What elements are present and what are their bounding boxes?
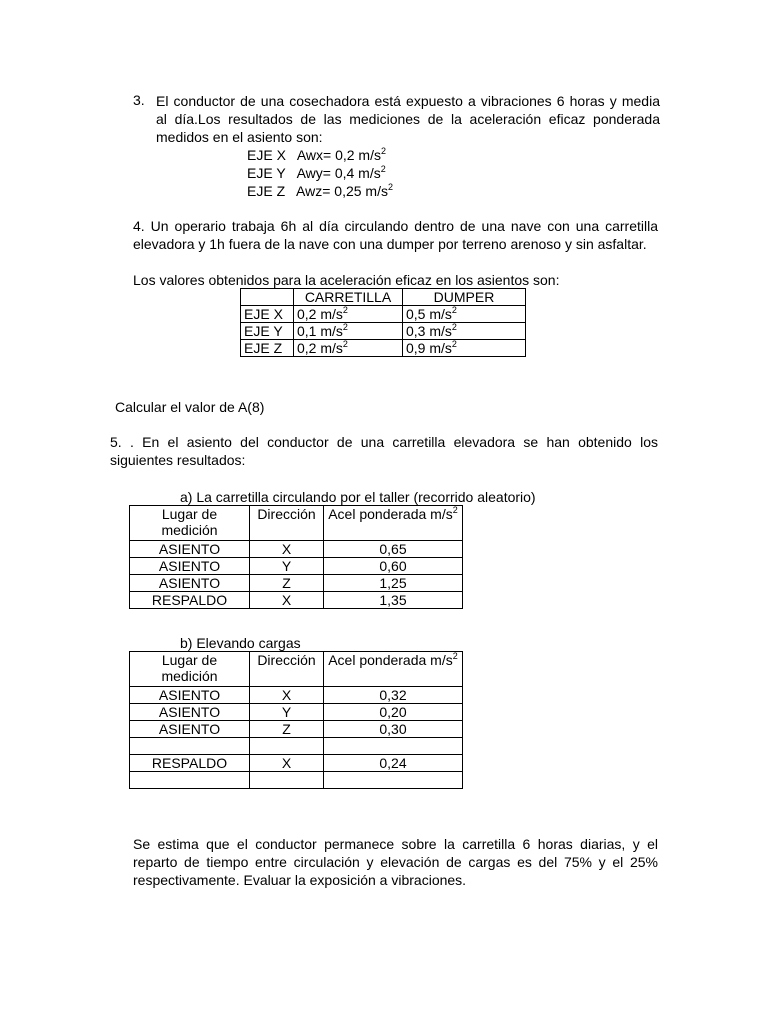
- axis-cell: EJE Z: [241, 340, 294, 357]
- value-cell: 0,60: [324, 558, 463, 575]
- q4-intro: Los valores obtenidos para la aceleración eficaz en los asientos son:: [133, 272, 560, 288]
- carretilla-value: 0,1 m/s: [297, 323, 343, 339]
- place-cell: ASIENTO: [130, 704, 250, 721]
- table-row: [130, 755, 463, 772]
- empty-cell: [324, 738, 463, 755]
- value-cell: 0,32: [324, 687, 463, 704]
- table-header-row: [130, 506, 463, 541]
- header-acceleration: [324, 652, 463, 687]
- q4-text: 4. Un operario trabaja 6h al día circulando dentro de una nave con una carretilla elevadora y 1h fuera de la nave con una dumper por terreno arenoso y sin asfaltar.: [133, 218, 658, 252]
- table-header-row: [130, 652, 463, 687]
- value-cell: 0,20: [324, 704, 463, 721]
- q5-table-a: [129, 505, 463, 609]
- table-row: [130, 704, 463, 721]
- exponent: 2: [451, 339, 457, 349]
- exponent: 2: [380, 164, 386, 174]
- axis-cell: EJE Y: [241, 323, 294, 340]
- q4-vibration-table: [240, 288, 526, 357]
- q5-section-b-title: b) Elevando cargas: [180, 635, 301, 651]
- header-acceleration-label: Acel ponderada m/s: [328, 506, 453, 522]
- table-row: [130, 721, 463, 738]
- exponent: 2: [452, 505, 458, 515]
- q3-axis-z: [247, 182, 393, 200]
- carretilla-cell: [294, 323, 403, 340]
- q3-number: 3.: [133, 92, 145, 108]
- table-row: [241, 340, 526, 357]
- q3-axis-y: [247, 164, 386, 182]
- exponent: 2: [342, 305, 348, 315]
- direction-cell: X: [250, 755, 324, 772]
- carretilla-cell: [294, 306, 403, 323]
- place-cell: ASIENTO: [130, 558, 250, 575]
- q3-text: El conductor de una cosechadora está expuesto a vibraciones 6 horas y media al día.Los resultados de las mediciones de la aceleración eficaz ponderada medidos en el asiento son:: [156, 93, 660, 145]
- place-cell: ASIENTO: [130, 687, 250, 704]
- q5-text: 5. . En el asiento del conductor de una carretilla elevadora se han obtenido los siguientes resultados:: [110, 434, 658, 468]
- empty-cell: [250, 772, 324, 789]
- empty-cell: [130, 772, 250, 789]
- dumper-cell: [403, 323, 526, 340]
- header-direction: Dirección: [250, 506, 324, 541]
- exponent: 2: [380, 146, 386, 156]
- axis-label: EJE Z: [247, 183, 286, 199]
- table-row: [130, 541, 463, 558]
- table-row: [130, 592, 463, 609]
- place-cell: RESPALDO: [130, 592, 250, 609]
- q5-table-b: [129, 651, 463, 789]
- header-cell: [241, 289, 294, 306]
- table-row-empty: [130, 738, 463, 755]
- dumper-value: 0,9 m/s: [406, 340, 452, 356]
- dumper-value: 0,3 m/s: [406, 323, 452, 339]
- empty-cell: [130, 738, 250, 755]
- table-row: [241, 323, 526, 340]
- direction-cell: Z: [250, 575, 324, 592]
- direction-cell: Y: [250, 704, 324, 721]
- axis-label: EJE Y: [247, 165, 286, 181]
- header-direction: Dirección: [250, 652, 324, 687]
- direction-cell: X: [250, 592, 324, 609]
- exponent: 2: [342, 322, 348, 332]
- carretilla-cell: [294, 340, 403, 357]
- carretilla-value: 0,2 m/s: [297, 306, 343, 322]
- value-cell: 1,25: [324, 575, 463, 592]
- carretilla-value: 0,2 m/s: [297, 340, 343, 356]
- value-cell: 0,24: [324, 755, 463, 772]
- dumper-value: 0,5 m/s: [406, 306, 452, 322]
- direction-cell: X: [250, 687, 324, 704]
- empty-cell: [324, 772, 463, 789]
- place-cell: ASIENTO: [130, 541, 250, 558]
- table-header-row: [241, 289, 526, 306]
- exponent: 2: [451, 322, 457, 332]
- axis-label: EJE X: [247, 147, 286, 163]
- dumper-cell: [403, 340, 526, 357]
- axis-cell: EJE X: [241, 306, 294, 323]
- value-cell: 0,30: [324, 721, 463, 738]
- exponent: 2: [342, 339, 348, 349]
- header-acceleration: [324, 506, 463, 541]
- axis-value: Awx= 0,2 m/s: [296, 147, 381, 163]
- header-dumper: DUMPER: [403, 289, 526, 306]
- exponent: 2: [387, 182, 393, 192]
- place-cell: ASIENTO: [130, 721, 250, 738]
- direction-cell: X: [250, 541, 324, 558]
- q5-closing-text: Se estima que el conductor permanece sobre la carretilla 6 horas diarias, y el reparto de tiempo entre circulación y elevación de cargas es del 75% y el 25% respectivamente. Evaluar la exposición a vibraciones.: [133, 836, 658, 888]
- direction-cell: Z: [250, 721, 324, 738]
- table-row: [130, 558, 463, 575]
- axis-value: Awz= 0,25 m/s: [296, 183, 388, 199]
- exponent: 2: [452, 651, 458, 661]
- header-place: Lugar de medición: [130, 506, 250, 541]
- q3-axis-x: [247, 146, 386, 164]
- q5-section-a-title: a) La carretilla circulando por el taller (recorrido aleatorio): [180, 489, 536, 505]
- header-place: Lugar de medición: [130, 652, 250, 687]
- dumper-cell: [403, 306, 526, 323]
- table-row: [130, 687, 463, 704]
- table-row: [130, 575, 463, 592]
- value-cell: 1,35: [324, 592, 463, 609]
- direction-cell: Y: [250, 558, 324, 575]
- axis-value: Awy= 0,4 m/s: [296, 165, 381, 181]
- header-acceleration-label: Acel ponderada m/s: [328, 652, 453, 668]
- table-row: [241, 306, 526, 323]
- header-carretilla: CARRETILLA: [294, 289, 403, 306]
- place-cell: RESPALDO: [130, 755, 250, 772]
- value-cell: 0,65: [324, 541, 463, 558]
- place-cell: ASIENTO: [130, 575, 250, 592]
- empty-cell: [250, 738, 324, 755]
- q4-calc-instruction: Calcular el valor de A(8): [115, 399, 265, 415]
- exponent: 2: [451, 305, 457, 315]
- table-row-empty: [130, 772, 463, 789]
